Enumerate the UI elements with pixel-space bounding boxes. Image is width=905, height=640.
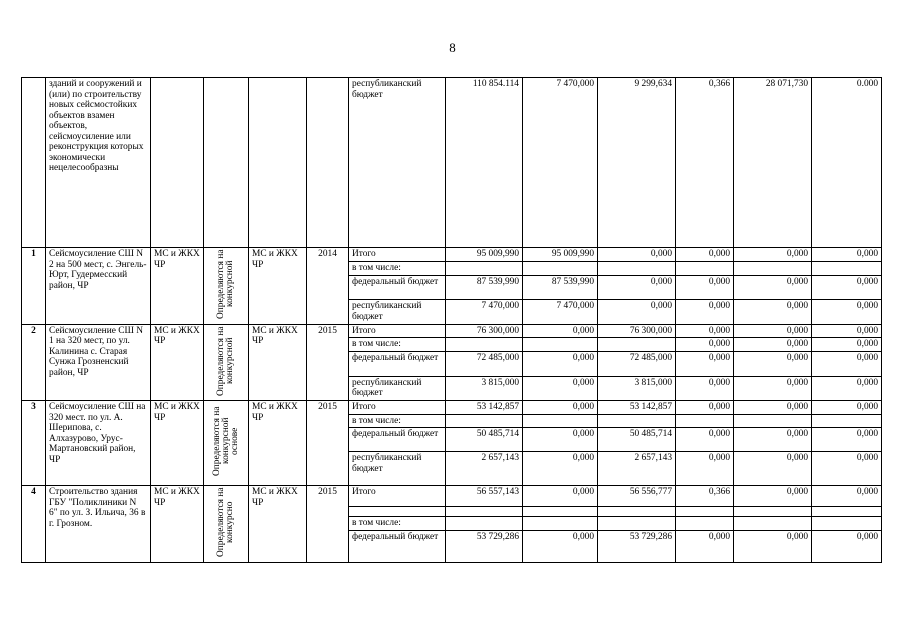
finance-source-cell: республиканский бюджет bbox=[349, 300, 446, 325]
table-row bbox=[22, 486, 882, 507]
year-cell: 2015 bbox=[307, 324, 349, 401]
value-cell: 0,000 bbox=[734, 352, 812, 376]
operator-cell: МС и ЖКХ ЧР bbox=[249, 401, 307, 486]
value-cell: 0.000 bbox=[812, 78, 882, 248]
value-cell: 0,000 bbox=[676, 324, 734, 338]
value-cell: 0,000 bbox=[598, 275, 676, 299]
value-cell bbox=[734, 261, 812, 275]
value-cell bbox=[598, 506, 676, 516]
value-cell bbox=[676, 414, 734, 428]
value-cell: 0,000 bbox=[676, 531, 734, 562]
empty-cell bbox=[204, 78, 249, 248]
value-cell: 0,000 bbox=[676, 428, 734, 452]
table-row bbox=[22, 248, 882, 262]
value-cell: 0,000 bbox=[812, 275, 882, 299]
value-cell: 50 485,714 bbox=[598, 428, 676, 452]
finance-source-cell bbox=[349, 506, 446, 516]
page-number: 8 bbox=[449, 40, 456, 55]
finance-source-cell: федеральный бюджет bbox=[349, 531, 446, 562]
value-cell: 0,000 bbox=[523, 486, 598, 507]
project-number: 4 bbox=[22, 486, 46, 563]
finance-source-cell: республиканский бюджет bbox=[349, 78, 446, 248]
value-cell: 87 539,990 bbox=[523, 275, 598, 299]
value-cell: 72 485,000 bbox=[446, 352, 523, 376]
operator-cell: МС и ЖКХ ЧР bbox=[249, 486, 307, 563]
value-cell: 0,000 bbox=[812, 352, 882, 376]
value-cell: 0,000 bbox=[523, 401, 598, 415]
value-cell: 0,000 bbox=[734, 324, 812, 338]
value-cell bbox=[446, 517, 523, 531]
value-cell bbox=[598, 338, 676, 352]
value-cell: 0,000 bbox=[734, 248, 812, 262]
value-cell bbox=[523, 506, 598, 516]
project-name: Сейсмоусиление СШ N 1 на 320 мест, по ул. Калинина с. Старая Сунжа Грозненский район, ЧР bbox=[46, 324, 151, 401]
value-cell: 53 142,857 bbox=[446, 401, 523, 415]
finance-source-cell: Итого bbox=[349, 486, 446, 507]
value-cell: 0,000 bbox=[812, 376, 882, 401]
customer-cell: МС и ЖКХ ЧР bbox=[151, 324, 204, 401]
project-number: 2 bbox=[22, 324, 46, 401]
value-cell: 50 485,714 bbox=[446, 428, 523, 452]
value-cell: 7 470,000 bbox=[523, 78, 598, 248]
value-cell: 0,000 bbox=[812, 248, 882, 262]
empty-cell bbox=[151, 78, 204, 248]
value-cell: 53 729,286 bbox=[446, 531, 523, 562]
value-cell bbox=[812, 261, 882, 275]
finance-source-cell: в том числе: bbox=[349, 517, 446, 531]
value-cell: 0,366 bbox=[676, 78, 734, 248]
value-cell: 87 539,990 bbox=[446, 275, 523, 299]
value-cell: 0,000 bbox=[523, 324, 598, 338]
value-cell: 0,000 bbox=[676, 275, 734, 299]
value-cell: 2 657,143 bbox=[446, 452, 523, 486]
year-cell: 2015 bbox=[307, 401, 349, 486]
year-cell bbox=[307, 78, 349, 248]
value-cell: 7 470,000 bbox=[446, 300, 523, 325]
value-cell bbox=[598, 261, 676, 275]
value-cell: 0,000 bbox=[812, 338, 882, 352]
value-cell: 0,000 bbox=[734, 275, 812, 299]
value-cell: 0,000 bbox=[676, 352, 734, 376]
value-cell: 0,000 bbox=[734, 428, 812, 452]
value-cell: 0,000 bbox=[812, 300, 882, 325]
value-cell: 56 556,777 bbox=[598, 486, 676, 507]
table-row bbox=[22, 324, 882, 338]
value-cell bbox=[523, 414, 598, 428]
value-cell: 0,000 bbox=[523, 352, 598, 376]
customer-cell: МС и ЖКХ ЧР bbox=[151, 486, 204, 563]
value-cell: 0,000 bbox=[812, 428, 882, 452]
value-cell bbox=[446, 338, 523, 352]
value-cell: 0,000 bbox=[676, 338, 734, 352]
table-row bbox=[22, 78, 882, 248]
value-cell: 0,000 bbox=[812, 324, 882, 338]
value-cell: 28 071,730 bbox=[734, 78, 812, 248]
value-cell bbox=[446, 506, 523, 516]
finance-source-cell: в том числе: bbox=[349, 338, 446, 352]
year-cell: 2014 bbox=[307, 248, 349, 325]
customer-cell: МС и ЖКХ ЧР bbox=[151, 248, 204, 325]
project-name: Сейсмоусиление СШ N 2 на 500 мест, с. Энгель-Юрт, Гудермесский район, ЧР bbox=[46, 248, 151, 325]
finance-source-cell: Итого bbox=[349, 401, 446, 415]
value-cell bbox=[734, 506, 812, 516]
value-cell: 0,000 bbox=[734, 486, 812, 507]
value-cell: 0,000 bbox=[676, 248, 734, 262]
value-cell bbox=[523, 261, 598, 275]
value-cell bbox=[598, 414, 676, 428]
project-number: 3 bbox=[22, 401, 46, 486]
value-cell: 0,000 bbox=[523, 531, 598, 562]
value-cell: 0,000 bbox=[734, 531, 812, 562]
customer-cell: МС и ЖКХ ЧР bbox=[151, 401, 204, 486]
value-cell bbox=[598, 517, 676, 531]
value-cell: 9 299,634 bbox=[598, 78, 676, 248]
finance-source-cell: федеральный бюджет bbox=[349, 428, 446, 452]
value-cell bbox=[446, 414, 523, 428]
value-cell: 0,000 bbox=[734, 300, 812, 325]
executor-text: Определяются на конкурсной bbox=[216, 325, 235, 396]
table-row bbox=[22, 401, 882, 415]
executor-cell bbox=[204, 401, 249, 486]
value-cell: 95 009,990 bbox=[523, 248, 598, 262]
value-cell: 53 729,286 bbox=[598, 531, 676, 562]
table-body bbox=[22, 78, 882, 563]
value-cell bbox=[812, 517, 882, 531]
value-cell: 0,000 bbox=[523, 452, 598, 486]
program-table bbox=[21, 77, 882, 563]
value-cell bbox=[523, 338, 598, 352]
finance-source-cell: республиканский бюджет bbox=[349, 452, 446, 486]
value-cell bbox=[734, 517, 812, 531]
value-cell bbox=[676, 261, 734, 275]
executor-text: Определяются на конкурсной bbox=[216, 249, 235, 319]
value-cell: 3 815,000 bbox=[598, 376, 676, 401]
project-name: Сейсмоусиление СШ на 320 мест. по ул. А. Шерипова, с. Алхазурово, Урус-Мартановский район, ЧР bbox=[46, 401, 151, 486]
value-cell: 72 485,000 bbox=[598, 352, 676, 376]
value-cell: 56 557,143 bbox=[446, 486, 523, 507]
value-cell bbox=[676, 517, 734, 531]
value-cell: 0,000 bbox=[523, 428, 598, 452]
value-cell bbox=[812, 506, 882, 516]
value-cell: 76 300,000 bbox=[598, 324, 676, 338]
value-cell: 0,000 bbox=[812, 531, 882, 562]
value-cell: 7 470,000 bbox=[523, 300, 598, 325]
project-name-cell: зданий и сооружений и (или) по строительству новых сейсмостойких объектов взамен объектов, сейсмоусиление или реконструкция которых экономически нецелесообразны bbox=[46, 78, 151, 248]
executor-text: Определяются на конкурсно bbox=[216, 487, 235, 557]
value-cell: 0,000 bbox=[676, 300, 734, 325]
finance-source-cell: федеральный бюджет bbox=[349, 275, 446, 299]
executor-text: Определяются на конкурсной основе bbox=[211, 406, 240, 477]
value-cell: 0,000 bbox=[734, 376, 812, 401]
year-cell: 2015 bbox=[307, 486, 349, 563]
value-cell: 53 142,857 bbox=[598, 401, 676, 415]
empty-cell bbox=[249, 78, 307, 248]
value-cell: 0,000 bbox=[734, 452, 812, 486]
executor-cell bbox=[204, 248, 249, 325]
executor-cell bbox=[204, 486, 249, 563]
value-cell bbox=[676, 506, 734, 516]
project-number: 1 bbox=[22, 248, 46, 325]
value-cell bbox=[734, 414, 812, 428]
value-cell: 2 657,143 bbox=[598, 452, 676, 486]
value-cell: 0,000 bbox=[523, 376, 598, 401]
number-cell bbox=[22, 78, 46, 248]
finance-source-cell: в том числе: bbox=[349, 414, 446, 428]
value-cell: 0,000 bbox=[598, 300, 676, 325]
value-cell: 0,000 bbox=[676, 401, 734, 415]
value-cell: 110 854.114 bbox=[446, 78, 523, 248]
value-cell: 0,000 bbox=[676, 452, 734, 486]
finance-source-cell: республиканский бюджет bbox=[349, 376, 446, 401]
value-cell: 95 009,990 bbox=[446, 248, 523, 262]
value-cell: 0,000 bbox=[598, 248, 676, 262]
project-name: Строительство здания ГБУ "Поликлиники N 6" по ул. З. Ильича, 36 в г. Грозном. bbox=[46, 486, 151, 563]
finance-source-cell: федеральный бюджет bbox=[349, 352, 446, 376]
value-cell: 3 815,000 bbox=[446, 376, 523, 401]
executor-cell bbox=[204, 324, 249, 401]
value-cell: 0,366 bbox=[676, 486, 734, 507]
value-cell: 76 300,000 bbox=[446, 324, 523, 338]
value-cell: 0,000 bbox=[734, 401, 812, 415]
value-cell: 0,000 bbox=[812, 452, 882, 486]
operator-cell: МС и ЖКХ ЧР bbox=[249, 324, 307, 401]
finance-source-cell: Итого bbox=[349, 324, 446, 338]
finance-source-cell: в том числе: bbox=[349, 261, 446, 275]
value-cell bbox=[812, 414, 882, 428]
value-cell: 0,000 bbox=[676, 376, 734, 401]
value-cell: 0,000 bbox=[812, 401, 882, 415]
value-cell: 0,000 bbox=[812, 486, 882, 507]
operator-cell: МС и ЖКХ ЧР bbox=[249, 248, 307, 325]
value-cell bbox=[523, 517, 598, 531]
value-cell bbox=[446, 261, 523, 275]
finance-source-cell: Итого bbox=[349, 248, 446, 262]
value-cell: 0,000 bbox=[734, 338, 812, 352]
